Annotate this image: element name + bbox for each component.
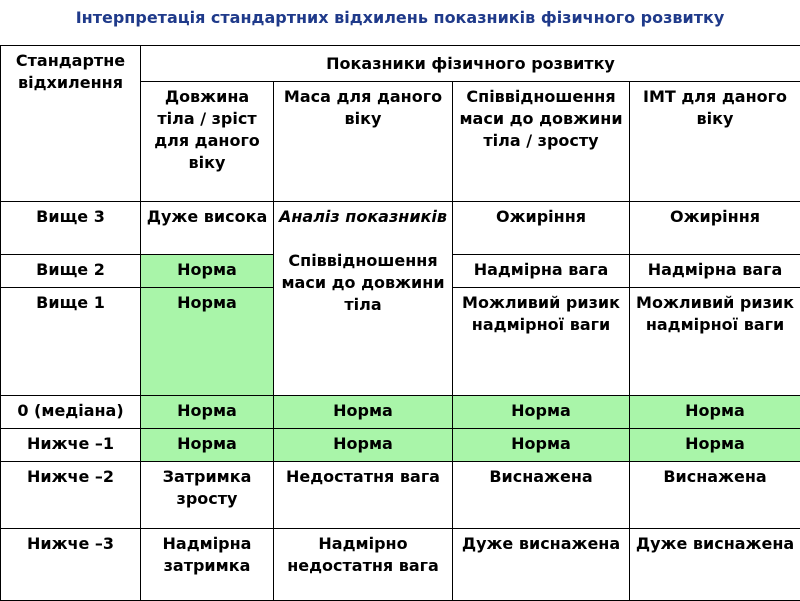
cell-ratio: Дуже виснажена [453,529,630,601]
cell-bmi: Норма [630,429,800,462]
cell-length: Норма [141,429,274,462]
header-length: Довжина тіла / зріст для даного віку [141,82,274,202]
row-sd: 0 (медіана) [1,396,141,429]
row-sd: Нижче –2 [1,462,141,529]
cell-bmi: Надмірна вага [630,255,800,288]
merged-analysis-cell [274,202,453,396]
cell-bmi: Виснажена [630,462,800,529]
row-sd: Вище 1 [1,288,141,396]
page-title: Інтерпретація стандартних відхилень показників фізичного розвитку [0,8,800,27]
cell-length: Норма [141,255,274,288]
header-indicators: Показники фізичного розвитку [141,46,800,82]
row-sd: Нижче –3 [1,529,141,601]
cell-bmi: Ожиріння [630,202,800,255]
cell-mass: Норма [274,429,453,462]
row-sd: Вище 2 [1,255,141,288]
cell-bmi: Норма [630,396,800,429]
cell-ratio: Норма [453,396,630,429]
cell-length: Надмірна затримка [141,529,274,601]
ratio-note: Співвідношення маси до довжини тіла [278,250,448,316]
table-row [1,429,800,462]
cell-length: Норма [141,288,274,396]
header-mass: Маса для даного віку [274,82,453,202]
analysis-label: Аналіз показників [278,206,448,228]
cell-length: Дуже висока [141,202,274,255]
cell-mass: Надмірно недостатня вага [274,529,453,601]
cell-ratio: Можливий ризик надмірної ваги [453,288,630,396]
table-row [1,396,800,429]
table-row [1,529,800,601]
cell-ratio: Норма [453,429,630,462]
cell-ratio: Виснажена [453,462,630,529]
table-row [1,202,800,255]
cell-ratio: Ожиріння [453,202,630,255]
table-row [1,462,800,529]
cell-mass: Недостатня вага [274,462,453,529]
header-ratio: Співвідношення маси до довжини тіла / зросту [453,82,630,202]
cell-ratio: Надмірна вага [453,255,630,288]
cell-bmi: Дуже виснажена [630,529,800,601]
header-bmi: ІМТ для даного віку [630,82,800,202]
sd-interpretation-table [0,45,800,601]
cell-length: Норма [141,396,274,429]
header-row-1 [1,46,800,82]
header-sd: Стандартне відхилення [1,46,141,202]
cell-mass: Норма [274,396,453,429]
cell-bmi: Можливий ризик надмірної ваги [630,288,800,396]
row-sd: Нижче –1 [1,429,141,462]
row-sd: Вище 3 [1,202,141,255]
cell-length: Затримка зросту [141,462,274,529]
